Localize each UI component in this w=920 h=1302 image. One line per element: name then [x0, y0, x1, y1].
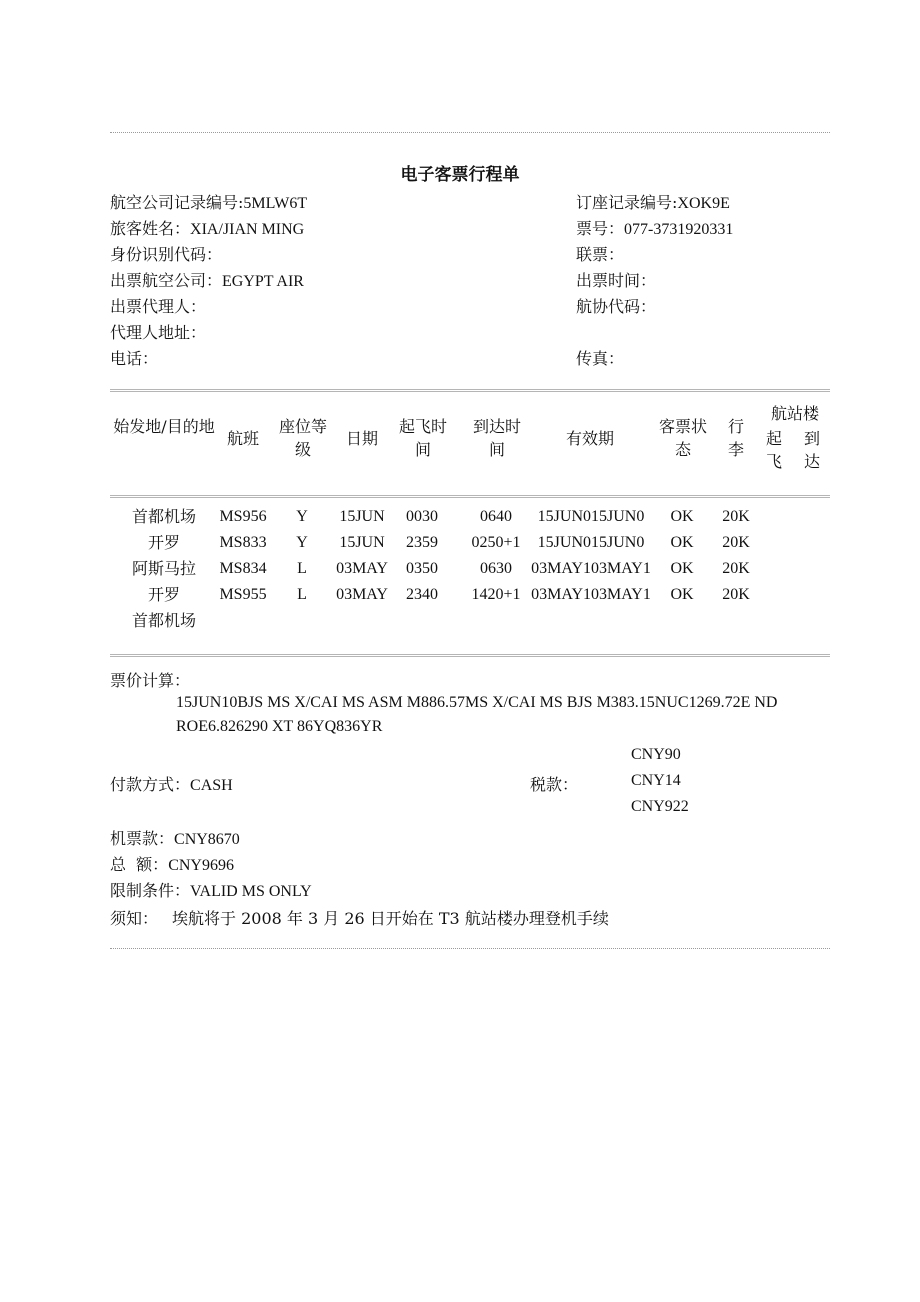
payment-value: CASH — [190, 777, 233, 794]
cell-validity: 15JUN015JUN0 — [537, 534, 645, 551]
ticket-no-label: 票号： — [576, 219, 625, 238]
notice-label: 须知： — [110, 909, 159, 928]
cell-date: 15JUN — [339, 534, 385, 551]
cell-baggage: 20K — [722, 560, 750, 577]
cell-class: Y — [296, 508, 308, 525]
tax-amount-2: CNY14 — [631, 772, 681, 789]
cell-date: 03MAY — [336, 586, 388, 603]
cell-arrival: 0250+1 — [471, 534, 521, 551]
cell-date: 03MAY — [336, 560, 388, 577]
cell-validity: 03MAY103MAY1 — [531, 586, 651, 603]
header-divider — [110, 389, 830, 392]
col-header-terminal: 航站楼 — [770, 404, 819, 423]
cell-flight: MS834 — [219, 560, 267, 577]
cell-class: L — [297, 586, 307, 603]
agent-label: 出票代理人： — [110, 297, 207, 316]
issuing-airline — [110, 268, 304, 291]
col-header-flight: 航班 — [226, 429, 259, 448]
top-divider — [110, 132, 830, 133]
col-header-departure: 起飞时间 — [398, 417, 447, 459]
passenger-name — [110, 216, 304, 239]
col-header-validity: 有效期 — [565, 429, 614, 448]
ticket-number — [576, 216, 733, 239]
cell-baggage: 20K — [722, 534, 750, 551]
cell-validity: 15JUN015JUN0 — [537, 508, 645, 525]
tax-amount-1: CNY90 — [631, 746, 681, 763]
conjunction-label: 联票： — [576, 245, 625, 264]
notice — [110, 906, 609, 929]
issue-time-label: 出票时间： — [576, 271, 657, 290]
restriction-value: VALID MS ONLY — [190, 883, 312, 900]
phone-label: 电话： — [110, 349, 159, 368]
col-header-terminal-arrival: 到达 — [803, 429, 820, 471]
cell-departure: 0350 — [406, 560, 438, 577]
cell-place: 开罗 — [147, 585, 180, 604]
table-row — [0, 504, 920, 530]
ticket-fare-label: 机票款： — [110, 829, 175, 848]
notice-value: 埃航将于 2008 年 3 月 26 日开始在 T3 航站楼办理登机手续 — [172, 909, 609, 928]
cell-status: OK — [670, 560, 694, 577]
table-row — [0, 582, 920, 608]
ticket-fare — [110, 826, 240, 849]
tax-label: 税款： — [530, 775, 579, 794]
cell-status: OK — [670, 586, 694, 603]
cell-flight: MS955 — [219, 586, 267, 603]
total-label: 总 额： — [110, 855, 169, 874]
cell-status: OK — [670, 534, 694, 551]
cell-departure: 2359 — [406, 534, 438, 551]
booking-record-value: XOK9E — [677, 195, 730, 212]
fare-calc-line-2: ROE6.826290 XT 86YQ836YR — [176, 718, 383, 735]
fare-calc-label: 票价计算： — [110, 671, 191, 690]
ticket-no-value: 077-3731920331 — [624, 221, 734, 238]
booking-record-label: 订座记录编号: — [576, 193, 678, 212]
cell-class: Y — [296, 534, 308, 551]
tax-amount-3: CNY922 — [631, 798, 689, 815]
cell-place: 阿斯马拉 — [131, 559, 196, 578]
cell-place: 开罗 — [147, 533, 180, 552]
col-header-class: 座位等级 — [278, 417, 327, 459]
col-header-arrival: 到达时间 — [472, 417, 521, 459]
passenger-value: XIA/JIAN MING — [190, 221, 305, 238]
col-header-date: 日期 — [345, 429, 378, 448]
fax-label: 传真： — [576, 349, 625, 368]
fare-calc-line-1: 15JUN10BJS MS X/CAI MS ASM M886.57MS X/CAI MS BJS M383.15NUC1269.72E ND — [176, 694, 778, 711]
iata-code-label: 航协代码： — [576, 297, 657, 316]
payment-method — [110, 772, 233, 795]
cell-arrival: 0640 — [480, 508, 512, 525]
cell-flight: MS833 — [219, 534, 267, 551]
booking-record — [576, 190, 730, 213]
table-row — [0, 608, 920, 634]
col-header-route: 始发地/目的地 — [113, 417, 215, 436]
table-bottom-divider — [110, 654, 830, 657]
cell-arrival: 0630 — [480, 560, 512, 577]
page-title: 电子客票行程单 — [400, 165, 520, 185]
bottom-divider — [110, 948, 830, 949]
cell-place: 首都机场 — [131, 611, 196, 630]
cell-baggage: 20K — [722, 508, 750, 525]
passenger-label: 旅客姓名： — [110, 219, 191, 238]
cell-baggage: 20K — [722, 586, 750, 603]
agent-address-label: 代理人地址： — [110, 323, 207, 342]
cell-class: L — [297, 560, 307, 577]
total-amount — [110, 852, 234, 875]
cell-departure: 2340 — [406, 586, 438, 603]
col-header-terminal-departure: 起飞 — [765, 429, 782, 471]
cell-status: OK — [670, 508, 694, 525]
table-row — [0, 556, 920, 582]
table-row — [0, 530, 920, 556]
issuing-airline-label: 出票航空公司： — [110, 271, 223, 290]
cell-place: 首都机场 — [131, 507, 196, 526]
restriction-label: 限制条件： — [110, 881, 191, 900]
cell-validity: 03MAY103MAY1 — [531, 560, 651, 577]
ticket-fare-value: CNY8670 — [174, 831, 240, 848]
col-header-status: 客票状态 — [658, 417, 707, 459]
restrictions — [110, 878, 312, 901]
table-header-divider — [110, 495, 830, 498]
cell-date: 15JUN — [339, 508, 385, 525]
airline-record-label: 航空公司记录编号: — [110, 193, 244, 212]
cell-departure: 0030 — [406, 508, 438, 525]
airline-record — [110, 190, 307, 213]
col-header-baggage: 行李 — [727, 417, 744, 459]
issuing-airline-value: EGYPT AIR — [222, 273, 304, 290]
cell-arrival: 1420+1 — [471, 586, 521, 603]
total-value: CNY9696 — [168, 857, 234, 874]
cell-flight: MS956 — [219, 508, 267, 525]
airline-record-value: 5MLW6T — [243, 195, 308, 212]
payment-label: 付款方式： — [110, 775, 191, 794]
id-code-label: 身份识别代码： — [110, 245, 223, 264]
